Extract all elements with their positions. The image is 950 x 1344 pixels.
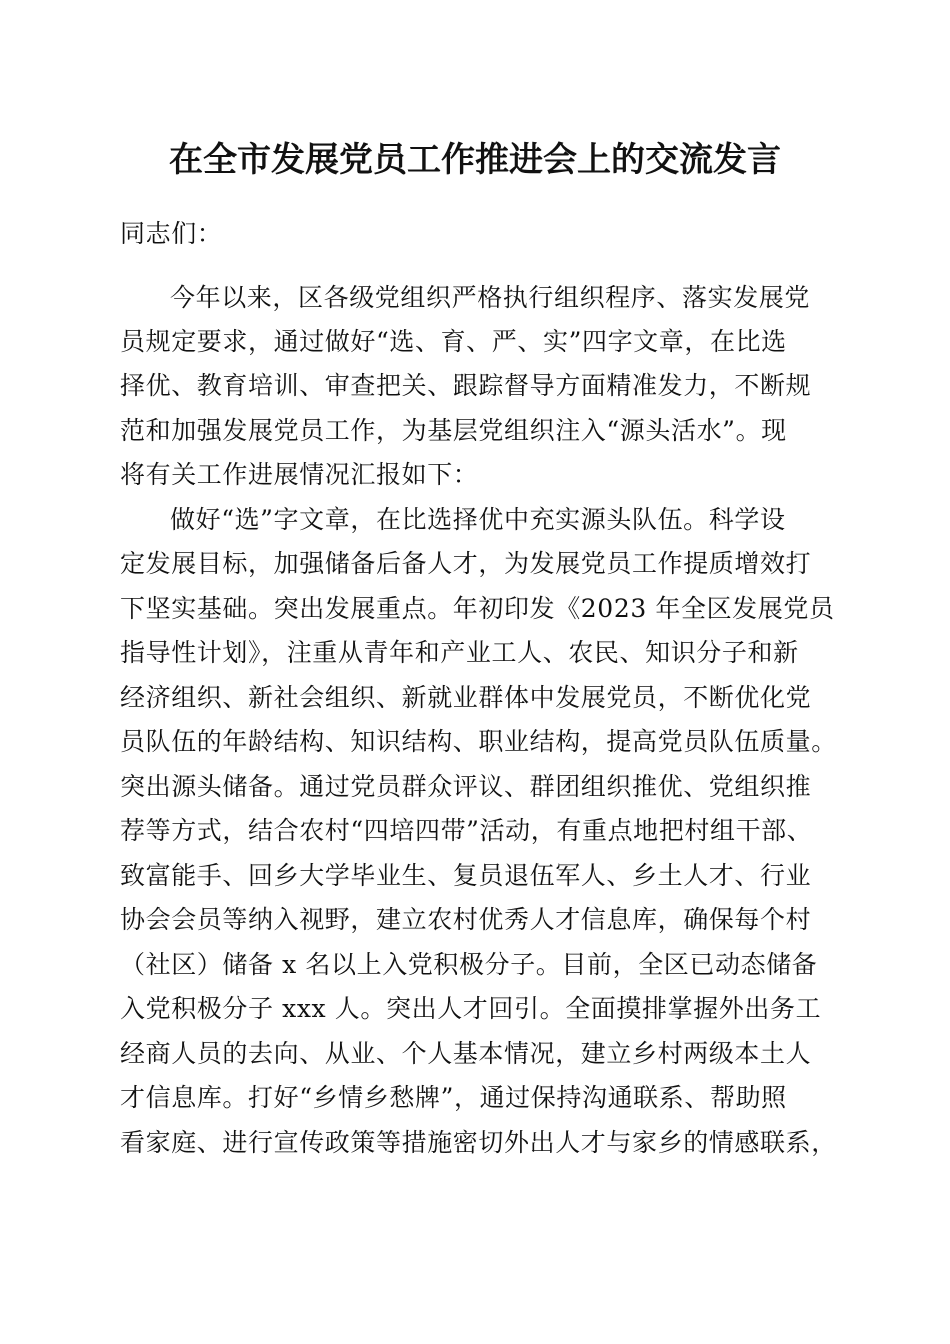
paragraph-line-1: 今年以来，区各级党组织严格执行组织程序、落实发展党 xyxy=(170,283,811,312)
paragraph-line-18: 经商人员的去向、从业、个人基本情况，建立乡村两级本土人 xyxy=(120,1039,812,1068)
paragraph-line-5: 将有关工作进展情况汇报如下： xyxy=(120,460,479,489)
salutation: 同志们： xyxy=(120,219,223,248)
paragraph-line-2: 员规定要求，通过做好“选、育、严、实”四字文章，在比选 xyxy=(120,327,787,356)
paragraph-line-17: 入党积极分子 xxx 人。突出人才回引。全面摸排掌握外出务工 xyxy=(120,994,822,1023)
paragraph-line-16: （社区）储备 x 名以上入党积极分子。目前，全区已动态储备 xyxy=(120,950,818,979)
paragraph-line-20: 看家庭、进行宣传政策等措施密切外出人才与家乡的情感联系， xyxy=(120,1128,837,1157)
paragraph-line-4: 范和加强发展党员工作，为基层党组织注入“源头活水”。现 xyxy=(120,416,787,445)
paragraph-line-14: 致富能手、回乡大学毕业生、复员退伍军人、乡土人才、行业 xyxy=(120,861,812,890)
document-title: 在全市发展党员工作推进会上的交流发言 xyxy=(169,140,781,180)
paragraph-line-9: 指导性计划》，注重从青年和产业工人、农民、知识分子和新 xyxy=(120,638,799,667)
paragraph-line-3: 择优、教育培训、审查把关、跟踪督导方面精准发力，不断规 xyxy=(120,371,812,400)
paragraph-line-10: 经济组织、新社会组织、新就业群体中发展党员，不断优化党 xyxy=(120,683,812,712)
paragraph-line-15: 协会会员等纳入视野，建立农村优秀人才信息库，确保每个村 xyxy=(120,905,812,934)
paragraph-line-19: 才信息库。打好“乡情乡愁牌”，通过保持沟通联系、帮助照 xyxy=(120,1083,787,1112)
paragraph-line-11: 员队伍的年龄结构、知识结构、职业结构，提高党员队伍质量。 xyxy=(120,727,837,756)
paragraph-line-7: 定发展目标，加强储备后备人才，为发展党员工作提质增效打 xyxy=(120,549,812,578)
paragraph-line-13: 荐等方式，结合农村“四培四带”活动，有重点地把村组干部、 xyxy=(120,816,813,845)
paragraph-line-8: 下坚实基础。突出发展重点。年初印发《2023 年全区发展党员 xyxy=(120,594,835,623)
paragraph-line-12: 突出源头储备。通过党员群众评议、群团组织推优、党组织推 xyxy=(120,772,812,801)
paragraph-line-6: 做好“选”字文章，在比选择优中充实源头队伍。科学设 xyxy=(170,505,786,534)
